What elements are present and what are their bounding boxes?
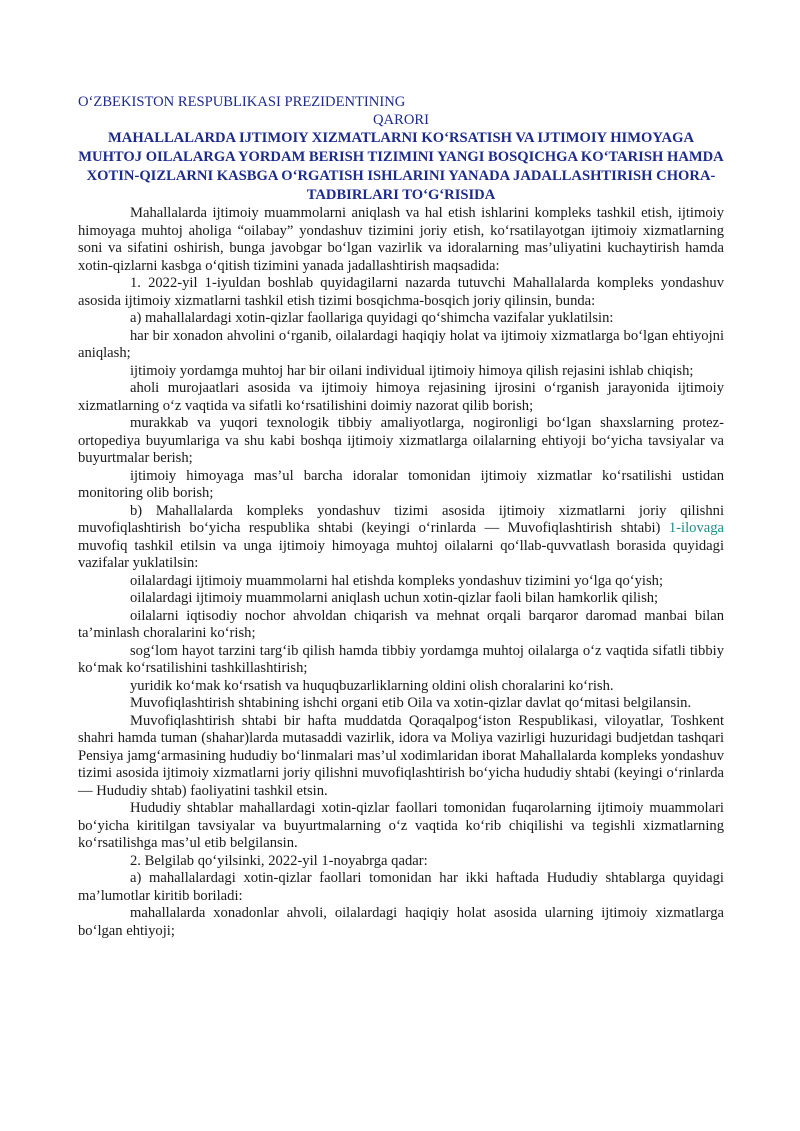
paragraph: Muvofiqlashtirish shtabi bir hafta muddatda Qoraqalpog‘iston Respublikasi, viloyatlar, Toshkent shahri hamda tuman (shahar)larda mutasaddi vazirlik, idora va Moliya vazirligi huzuridagi budjetdan tashqari Pensiya jamg‘armasining hududiy bo‘linmalari mas’ul xodimlaridan iborat Mahallalarda kompleks yondashuv tizimi asosida ijtimoiy xizmatlarni joriy qilishni muvofiqlashtirish bo‘yicha hududiy shtabi (keyingi o‘rinlarda — Hududiy shtab) faoliyatini tashkil etsin. — [78, 712, 724, 799]
paragraph: yuridik ko‘mak ko‘rsatish va huquqbuzarliklarning oldini olish choralarini ko‘rish. — [130, 677, 614, 694]
paragraph-item-1b — [78, 503, 724, 573]
paragraph-item-2: 2. Belgilab qo‘yilsinki, 2022-yil 1-noyabrga qadar: — [130, 852, 428, 869]
paragraph: mahallalarda xonadonlar ahvoli, oilalardagi haqiqiy holat asosida ularning ijtimoiy xizmatlarga bo‘lgan ehtiyoji; — [78, 905, 724, 939]
paragraph-text: muvofiq tashkil etilsin va unga ijtimoiy himoyaga muhtoj oilalarni qo‘llab-quvvatlash borasida quyidagi vazifalar yuklatilsin: — [78, 537, 724, 571]
paragraph: aholi murojaatlari asosida va ijtimoiy himoya rejasining ijrosini o‘rganish jarayonida ijtimoiy xizmatlarning o‘z vaqtida va sifatli ko‘rsatilishini doimiy nazorat qilib borish; — [78, 380, 724, 414]
paragraph: Hududiy shtablar mahallardagi xotin-qizlar faollari tomonidan fuqarolarning ijtimoiy muammolari bo‘yicha kiritilgan tavsiyalar va buyurtmalarning o‘z vaqtida ko‘rib chiqilishi va tegishli xizmatlarning ko‘rsatilishga mas’ul etib belgilansin. — [78, 800, 724, 851]
paragraph-preamble: Mahallalarda ijtimoiy muammolarni aniqlash va hal etish ishlarini kompleks tashkil etish, ijtimoiy himoyaga muhtoj aholiga “oilabay” yondashuv tizimini joriy etish, ko‘rsatilayotgan ijtimoiy xizmatlarning soni va sifatini oshirish, bunga javobgar bo‘lgan vazirlik va idoralarning mas’uliyatini kuchaytirish hamda xotin-qizlarni kasbga o‘qitish tizimini yanada jadallashtirish maqsadida: — [78, 205, 724, 274]
paragraph: oilalardagi ijtimoiy muammolarni hal etishda kompleks yondashuv tizimini yo‘lga qo‘yish; — [130, 572, 663, 589]
paragraph: har bir xonadon ahvolini o‘rganib, oilalardagi haqiqiy holat va ijtimoiy xizmatlarga bo‘lgan ehtiyojni aniqlash; — [78, 327, 724, 361]
paragraph-text: b) Mahallalarda kompleks yondashuv tizimi asosida ijtimoiy xizmatlarni joriy qilishni muvofiqlashtirish bo‘yicha respublika shtabi (keyingi o‘rinlarda — Muvofiqlashtirish shtabi) — [78, 502, 724, 536]
paragraph: ijtimoiy himoyaga mas’ul barcha idoralar tomonidan ijtimoiy xizmatlar ko‘rsatilishi ustidan monitoring olib borish; — [78, 467, 724, 501]
paragraph-item-1: 1. 2022-yil 1-iyuldan boshlab quyidagilarni nazarda tutuvchi Mahallalarda kompleks yondashuv asosida ijtimoiy xizmatlarni tashkil etish tizimi bosqichma-bosqich joriy qilinsin, bunda: — [78, 275, 724, 309]
document-type: QARORI — [373, 111, 429, 128]
annex-1-link[interactable]: 1-ilovaga — [668, 520, 724, 536]
paragraph: ijtimoiy yordamga muhtoj har bir oilani individual ijtimoiy himoya qilish rejasini ishlab chiqish; — [130, 362, 694, 379]
document-page — [78, 94, 724, 940]
paragraph: oilalarni iqtisodiy nochor ahvoldan chiqarish va mehnat orqali barqaror daromad manbai bilan ta’minlash choralarini ko‘rish; — [78, 607, 724, 641]
paragraph: sog‘lom hayot tarzini targ‘ib qilish hamda tibbiy yordamga muhtoj oilalarga o‘z vaqtida sifatli tibbiy ko‘mak ko‘rsatilishini tashkillashtirish; — [78, 642, 724, 676]
document-title: MAHALLALARDA IJTIMOIY XIZMATLARNI KO‘RSATISH VA IJTIMOIY HIMOYAGA MUHTOJ OILALARGA YORDAM BERISH TIZIMINI YANGI BOSQICHGA KO‘TARISH HAMDA XOTIN-QIZLARNI KASBGA O‘RGATISH ISHLARINI YANADA JADALLASHTIRISH CHORA-TADBIRLARI TO‘G‘RISIDA — [78, 130, 724, 203]
paragraph: Muvofiqlashtirish shtabining ishchi organi etib Oila va xotin-qizlar davlat qo‘mitasi belgilansin. — [130, 695, 692, 711]
paragraph-item-2a: a) mahallalardagi xotin-qizlar faollari tomonidan har ikki haftada Hududiy shtablarga quyidagi ma’lumotlar kiritib boriladi: — [78, 870, 724, 904]
paragraph: oilalardagi ijtimoiy muammolarni aniqlash uchun xotin-qizlar faoli bilan hamkorlik qilish; — [130, 590, 659, 606]
issuer-line: O‘ZBEKISTON RESPUBLIKASI PREZIDENTINING — [78, 94, 406, 110]
paragraph-item-1a: a) mahallalardagi xotin-qizlar faollariga quyidagi qo‘shimcha vazifalar yuklatilsin: — [130, 310, 614, 326]
paragraph: murakkab va yuqori texnologik tibbiy amaliyotlarga, nogironligi bo‘lgan shaxslarning protez-ortopediya buyumlariga va shu kabi boshqa ijtimoiy xizmatlarga oilalarning ehtiyoji bo‘yicha tavsiyalar va buyurtmalar berish; — [78, 415, 724, 466]
